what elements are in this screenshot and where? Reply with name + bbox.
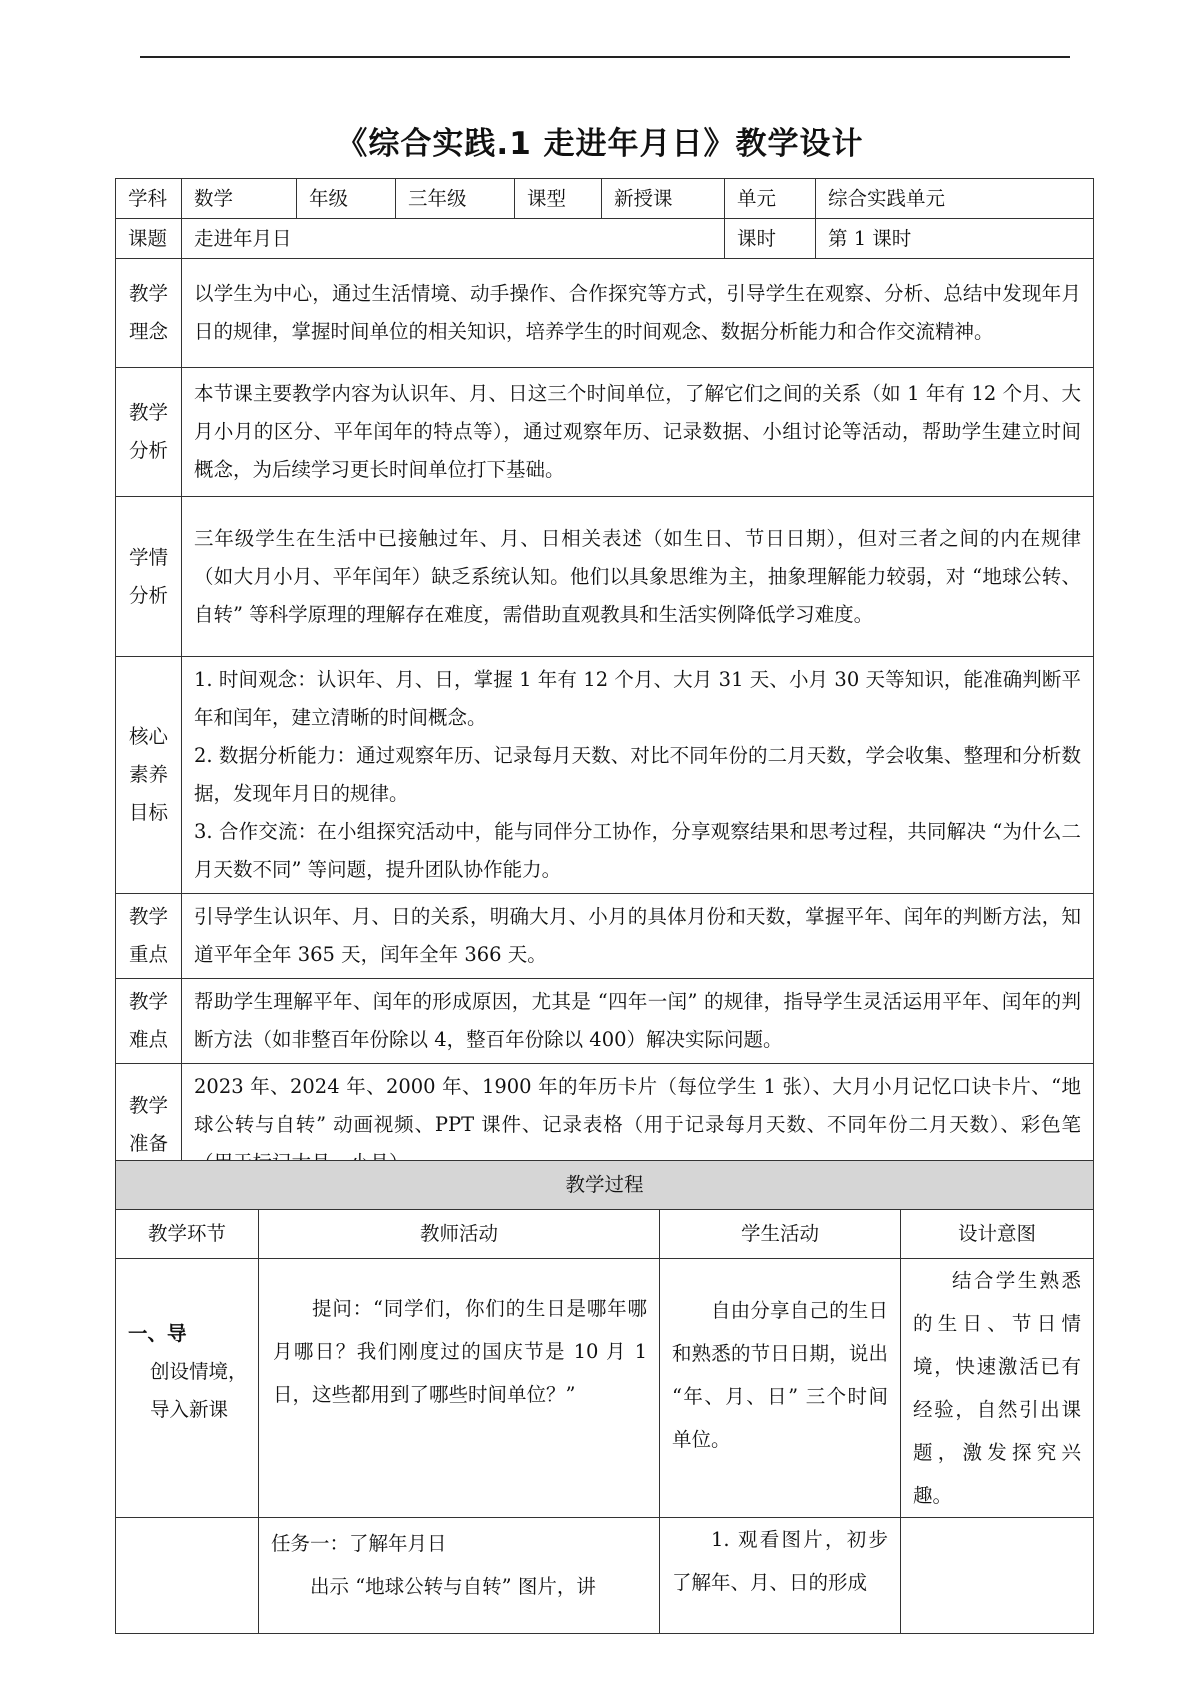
section-row: [116, 259, 1094, 368]
column-header: 设计意图: [901, 1210, 1094, 1259]
section-text: 帮助学生理解平年、闰年的形成原因，尤其是 “四年一闰” 的规律，指导学生灵活运用平年、闰年的判断方法（如非整百年份除以 4，整百年份除以 400）解决实际问题。: [182, 979, 1094, 1064]
section-label: 核心 素养 目标: [116, 657, 182, 894]
section-label: 教学 理念: [116, 259, 182, 368]
topic-label: 课题: [116, 219, 182, 259]
unit-value: 综合实践单元: [816, 179, 1094, 219]
section-text: [182, 657, 1094, 894]
section-label: 教学 分析: [116, 368, 182, 497]
design-intent: 结合学生熟悉的生日、节日情境，快速激活已有经验，自然引出课题，激发探究兴趣。: [901, 1259, 1094, 1518]
subject-value: 数学: [182, 179, 297, 219]
process-title: 教学过程: [116, 1161, 1094, 1210]
type-value: 新授课: [602, 179, 725, 219]
section-row: [116, 894, 1094, 979]
process-row: [116, 1259, 1094, 1518]
teaching-process-table: [115, 1160, 1094, 1634]
section-text: 2023 年、2024 年、2000 年、1900 年的年历卡片（每位学生 1 张）、大月小月记忆口诀卡片、“地球公转与自转” 动画视频、PPT 课件、记录表格（用于记录每月天数、不同年份二月天数）、彩色笔: [182, 1064, 1094, 1187]
goal-item: 1. 时间观念：认识年、月、日，掌握 1 年有 12 个月、大月 31 天、小月 30 天等知识，能准确判断平年和闰年，建立清晰的时间概念。: [194, 668, 1081, 729]
section-text: 引导学生认识年、月、日的关系，明确大月、小月的具体月份和天数，掌握平年、闰年的判断方法，知道平年全年 365 天，闰年全年 366 天。: [182, 894, 1094, 979]
goal-item: 3. 合作交流：在小组探究活动中，能与同伴分工协作，分享观察结果和思考过程，共同解决 “为什么二月天数不同” 等问题，提升团队协作能力。: [194, 820, 1081, 881]
teacher-activity: 任务一：了解年月日 出示 “地球公转与自转” 图片，讲: [259, 1518, 660, 1634]
grade-value: 三年级: [396, 179, 515, 219]
grade-label: 年级: [297, 179, 396, 219]
student-activity: 自由分享自己的生日和熟悉的节日日期，说出 “年、月、日” 三个时间单位。: [660, 1259, 901, 1518]
type-label: 课型: [515, 179, 602, 219]
topic-value: 走进年月日: [182, 219, 725, 259]
lesson-info-table: [115, 178, 1094, 1187]
section-row: [116, 368, 1094, 497]
stage-cell: 一、导 创设情境， 导入新课: [116, 1259, 259, 1518]
teacher-activity: 提问：“同学们，你们的生日是哪年哪月哪日？我们刚度过的国庆节是 10 月 1 日，这些都用到了哪些时间单位？”: [259, 1259, 660, 1518]
design-intent: [901, 1518, 1094, 1634]
section-label: 教学 准备: [116, 1064, 182, 1187]
student-activity: 1. 观看图片，初步了解年、月、日的形成: [660, 1518, 901, 1634]
section-label: 教学 重点: [116, 894, 182, 979]
process-row: [116, 1518, 1094, 1634]
section-row: [116, 979, 1094, 1064]
section-label: 学情 分析: [116, 497, 182, 657]
period-label: 课时: [725, 219, 816, 259]
page-title: 《综合实践.1 走进年月日》教学设计: [336, 126, 864, 162]
column-header: 教师活动: [259, 1210, 660, 1259]
subject-label: 学科: [116, 179, 182, 219]
section-row: [116, 497, 1094, 657]
section-text: 本节课主要教学内容为认识年、月、日这三个时间单位，了解它们之间的关系（如 1 年有 12 个月、大月小月的区分、平年闰年的特点等），通过观察年历、记录数据、小组讨论等活动，帮助学生建立时间概念，为后续学习更长时间单位打下基础。: [182, 368, 1094, 497]
header-rule: [140, 56, 1070, 58]
column-header: 学生活动: [660, 1210, 901, 1259]
stage-cell: [116, 1518, 259, 1634]
section-label: 教学 难点: [116, 979, 182, 1064]
section-row: [116, 657, 1094, 894]
period-value: 第 1 课时: [816, 219, 1094, 259]
goal-item: 2. 数据分析能力：通过观察年历、记录每月天数、对比不同年份的二月天数，学会收集、整理和分析数据，发现年月日的规律。: [194, 744, 1081, 805]
column-header: 教学环节: [116, 1210, 259, 1259]
section-text: 以学生为中心，通过生活情境、动手操作、合作探究等方式，引导学生在观察、分析、总结中发现年月日的规律，掌握时间单位的相关知识，培养学生的时间观念、数据分析能力和合作交流精神。: [182, 259, 1094, 368]
unit-label: 单元: [725, 179, 816, 219]
section-text: 三年级学生在生活中已接触过年、月、日相关表述（如生日、节日日期），但对三者之间的内在规律（如大月小月、平年闰年）缺乏系统认知。他们以具象思维为主，抽象理解能力较弱，对 “地球公转、自转” 等科学原理的理解存在难度，需借助直观教具和生活实例降低学习难度。: [182, 497, 1094, 657]
